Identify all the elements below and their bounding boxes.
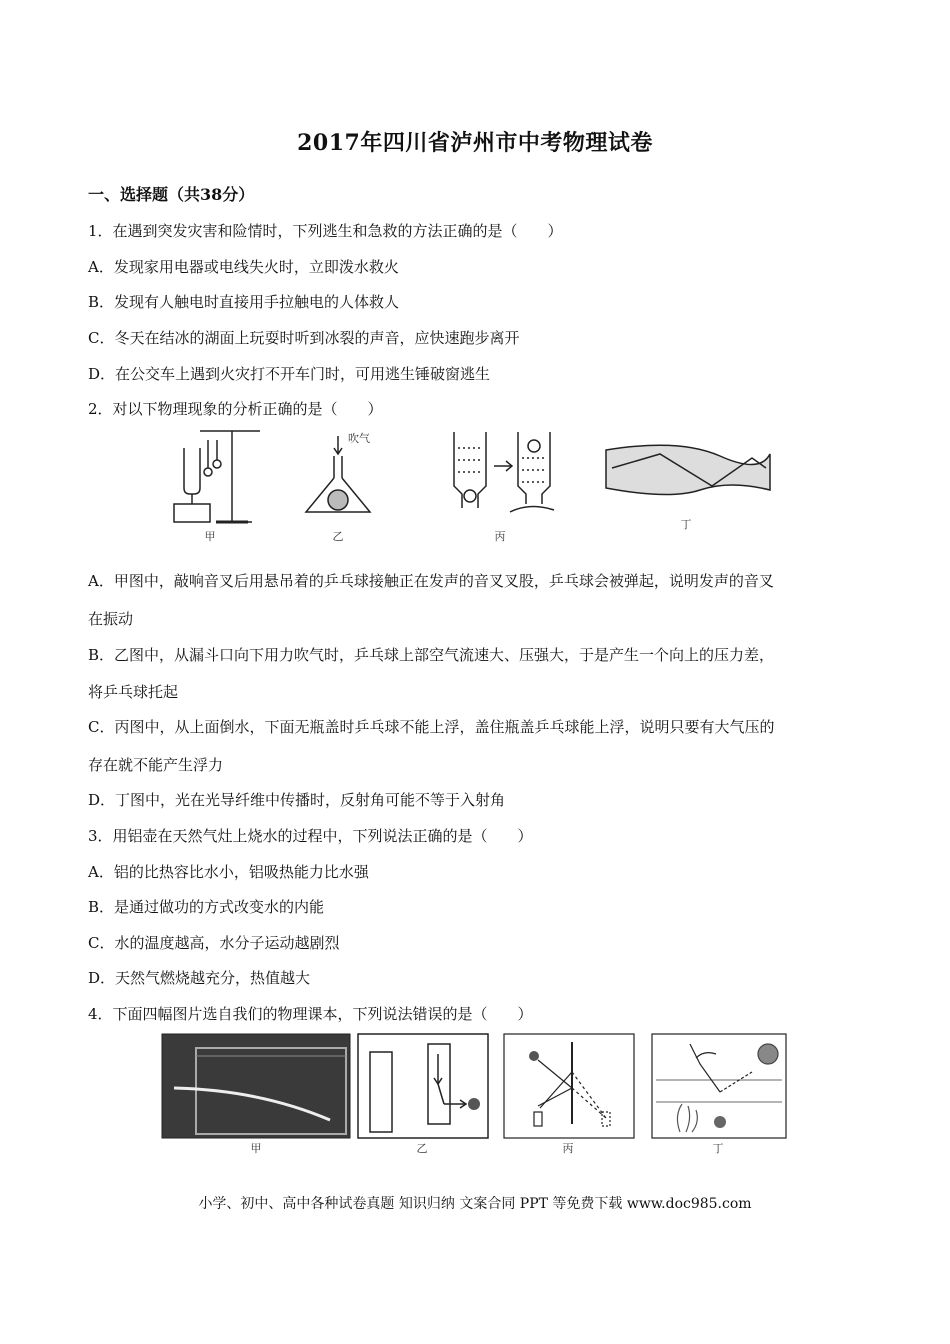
question-4-figures	[160, 1032, 790, 1160]
question-2-option-c-cont: 存在就不能产生浮力	[88, 756, 224, 774]
fish-tank-figure	[652, 1034, 786, 1138]
question-2-option-a-cont: 在振动	[88, 610, 134, 628]
question-1-option-a: A．发现家用电器或电线失火时，立即泼水救火	[88, 258, 399, 276]
figure-caption: 丁	[680, 518, 692, 531]
tuning-fork-figure	[174, 431, 260, 522]
question-1-option-d: D．在公交车上遇到火灾打不开车门时，可用逃生锤破窗逃生	[88, 365, 491, 383]
question-3-stem: 3．用铝壶在天然气灶上烧水的过程中，下列说法正确的是（ ）	[88, 827, 533, 845]
section-heading: 一、选择题（共38分）	[88, 185, 255, 204]
question-1-stem: 1．在遇到突发灾害和险情时，下列逃生和急救的方法正确的是（ ）	[88, 222, 563, 240]
water-stream-photo	[162, 1034, 350, 1138]
figure-caption: 丙	[562, 1142, 574, 1155]
figure-caption: 丙	[494, 530, 506, 543]
figure-caption: 甲	[250, 1142, 262, 1155]
question-4-stem: 4．下面四幅图片选自我们的物理课本，下列说法错误的是（ ）	[88, 1005, 533, 1023]
question-2-stem: 2．对以下物理现象的分析正确的是（ ）	[88, 400, 383, 418]
page-footer: 小学、初中、高中各种试卷真题 知识归纳 文案合同 PPT 等免费下载 www.doc985.com	[198, 1196, 752, 1212]
question-2-option-b-cont: 将乒乓球托起	[88, 683, 179, 701]
figure-caption: 乙	[332, 530, 344, 543]
funnel-figure	[306, 436, 370, 512]
figure-caption: 乙	[416, 1142, 428, 1155]
question-3-option-c: C．水的温度越高，水分子运动越剧烈	[88, 934, 340, 952]
question-1-option-b: B．发现有人触电时直接用手拉触电的人体救人	[88, 293, 400, 311]
question-2-option-a: A．甲图中，敲响音叉后用悬吊着的乒乓球接触正在发声的音叉叉股，乒乓球会被弹起，说明发声的音叉	[88, 572, 774, 590]
plane-mirror-figure	[504, 1034, 634, 1138]
figure-caption: 丁	[712, 1142, 724, 1155]
figure-caption: 甲	[204, 530, 216, 543]
question-2-option-b: B．乙图中，从漏斗口向下用力吹气时，乒乓球上部空气流速大、压强大，于是产生一个向上的压力差，	[88, 646, 775, 664]
question-3-option-b: B．是通过做功的方式改变水的内能	[88, 898, 325, 916]
blow-label: 吹气	[348, 432, 370, 445]
question-2-figures	[160, 428, 780, 550]
optical-fiber-figure	[606, 445, 770, 494]
question-2-option-c: C．丙图中，从上面倒水，下面无瓶盖时乒乓球不能上浮，盖住瓶盖乒乓球能上浮，说明只要有大气压的	[88, 718, 775, 736]
question-3-option-a: A．铝的比热容比水小，铝吸热能力比水强	[88, 863, 369, 881]
question-2-option-d: D．丁图中，光在光导纤维中传播时，反射角可能不等于入射角	[88, 791, 506, 809]
page-title: 2017年四川省泸州市中考物理试卷	[297, 130, 653, 156]
glass-block-figure	[358, 1034, 488, 1138]
question-1-option-c: C．冬天在结冰的湖面上玩耍时听到冰裂的声音，应快速跑步离开	[88, 329, 520, 347]
question-3-option-d: D．天然气燃烧越充分，热值越大	[88, 969, 311, 987]
bottle-figure	[454, 432, 554, 512]
